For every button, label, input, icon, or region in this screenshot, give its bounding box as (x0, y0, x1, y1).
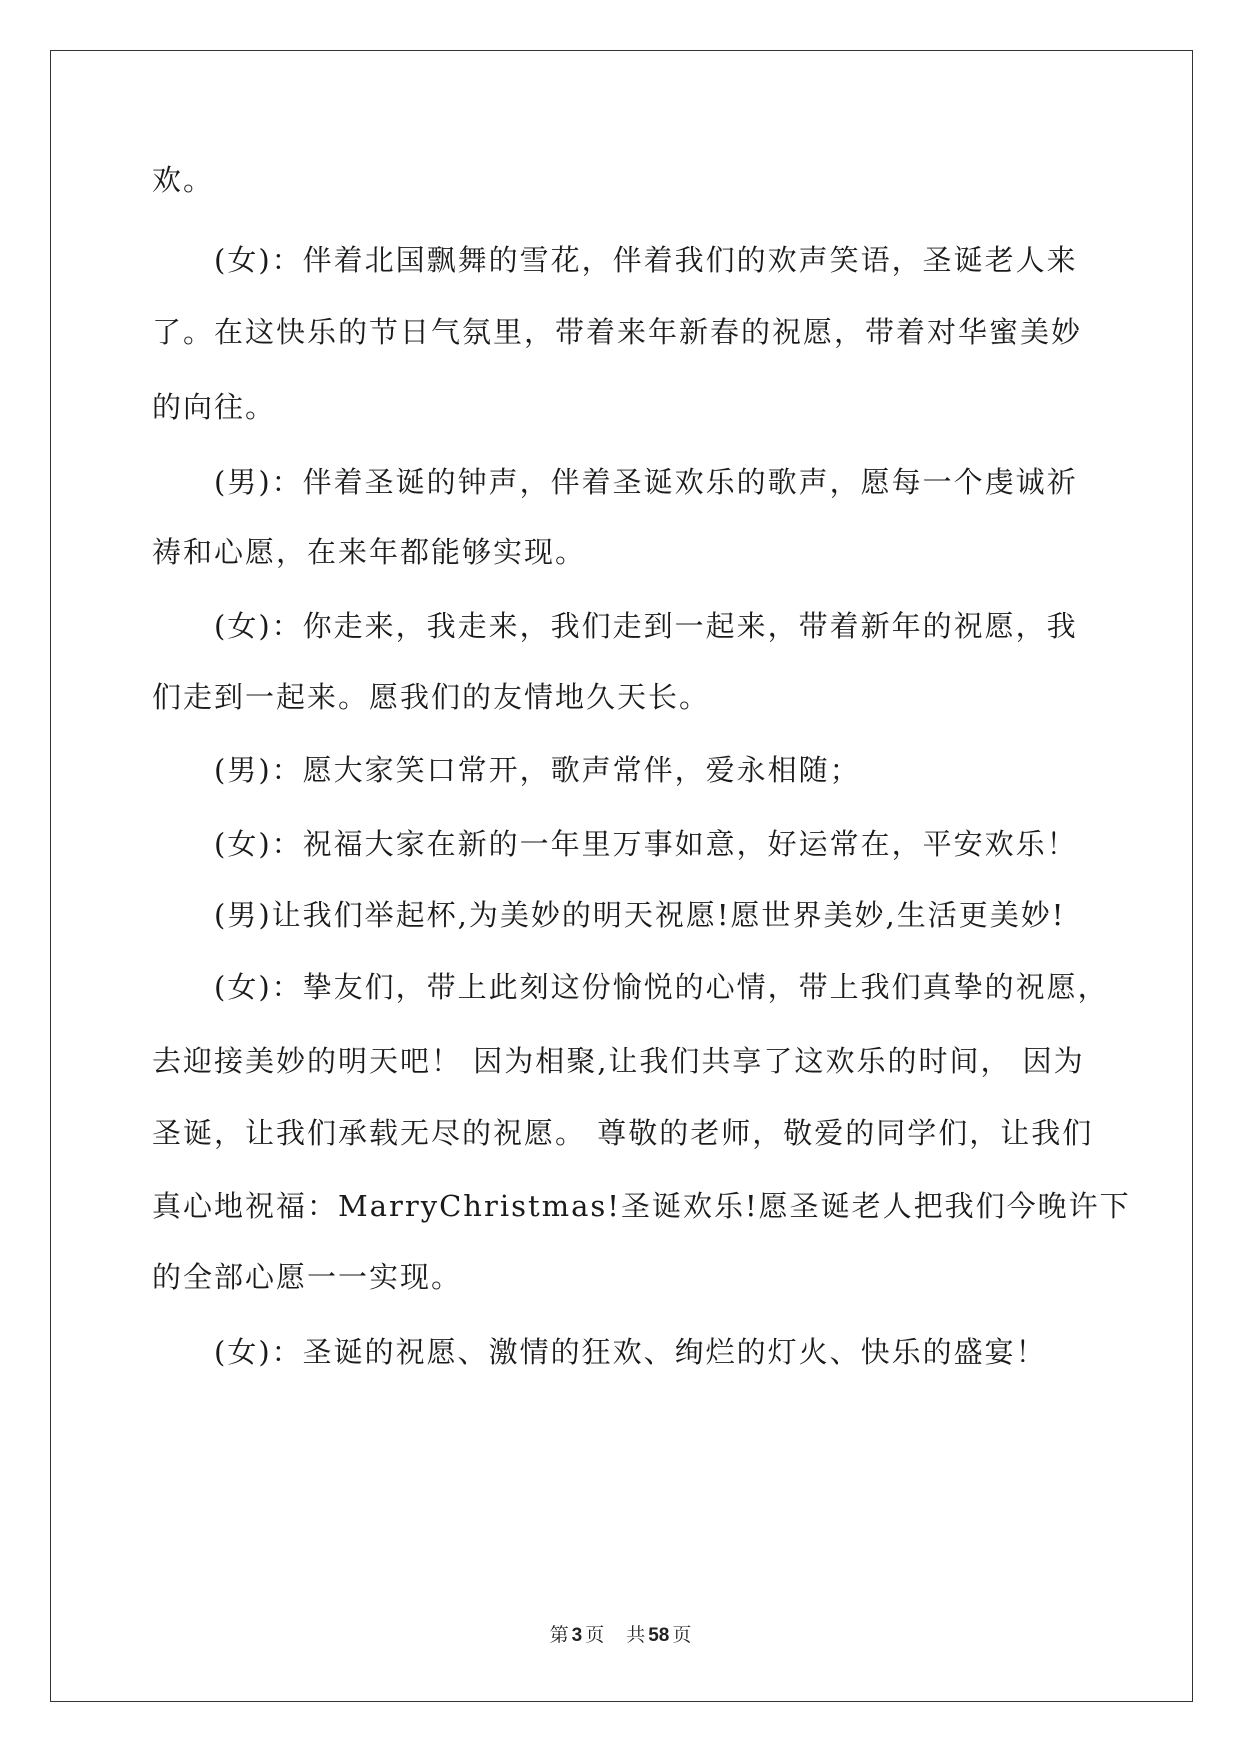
text-line: (女)：挚友们，带上此刻这份愉悦的心情，带上我们真挚的祝愿， (152, 970, 1109, 1004)
text-line: (男)让我们举起杯,为美妙的明天祝愿!愿世界美妙,生活更美妙! (152, 898, 1066, 932)
text-line: (女)：你走来，我走来，我们走到一起来，带着新年的祝愿，我 (152, 609, 1078, 643)
text-line: 真心地祝福：MarryChristmas!圣诞欢乐!愿圣诞老人把我们今晚许下 (152, 1189, 1131, 1223)
text-line: (男)：愿大家笑口常开，歌声常伴，爱永相随； (152, 753, 861, 787)
total-prefix: 共 (626, 1624, 646, 1646)
text-line: 的向往。 (152, 390, 277, 424)
text-line: (女)：祝福大家在新的一年里万事如意，好运常在，平安欢乐！ (152, 827, 1078, 861)
text-line: (男)：伴着圣诞的钟声，伴着圣诞欢乐的歌声，愿每一个虔诚祈 (152, 465, 1078, 499)
total-pages: 58 (648, 1625, 670, 1646)
text-line: 欢。 (152, 163, 215, 197)
text-line: 去迎接美妙的明天吧！ 因为相聚,让我们共享了这欢乐的时间， 因为 (152, 1044, 1085, 1078)
page-footer (0, 1620, 1241, 1647)
page-border (50, 50, 1193, 1702)
text-line: (女)：圣诞的祝愿、激情的狂欢、绚烂的灯火、快乐的盛宴！ (152, 1335, 1047, 1369)
text-line: 的全部心愿一一实现。 (152, 1260, 463, 1294)
text-line: (女)：伴着北国飘舞的雪花，伴着我们的欢声笑语，圣诞老人来 (152, 243, 1078, 277)
total-suffix: 页 (672, 1624, 692, 1646)
page-prefix: 第 (549, 1624, 569, 1646)
page-number: 3 (571, 1625, 583, 1646)
text-line: 圣诞，让我们承载无尽的祝愿。 尊敬的老师，敬爱的同学们，让我们 (152, 1116, 1094, 1150)
page-suffix: 页 (585, 1624, 605, 1646)
text-line: 了。在这快乐的节日气氛里，带着来年新春的祝愿，带着对华蜜美妙 (152, 315, 1083, 349)
text-line: 们走到一起来。愿我们的友情地久天长。 (152, 680, 711, 714)
text-line: 祷和心愿，在来年都能够实现。 (152, 535, 587, 569)
